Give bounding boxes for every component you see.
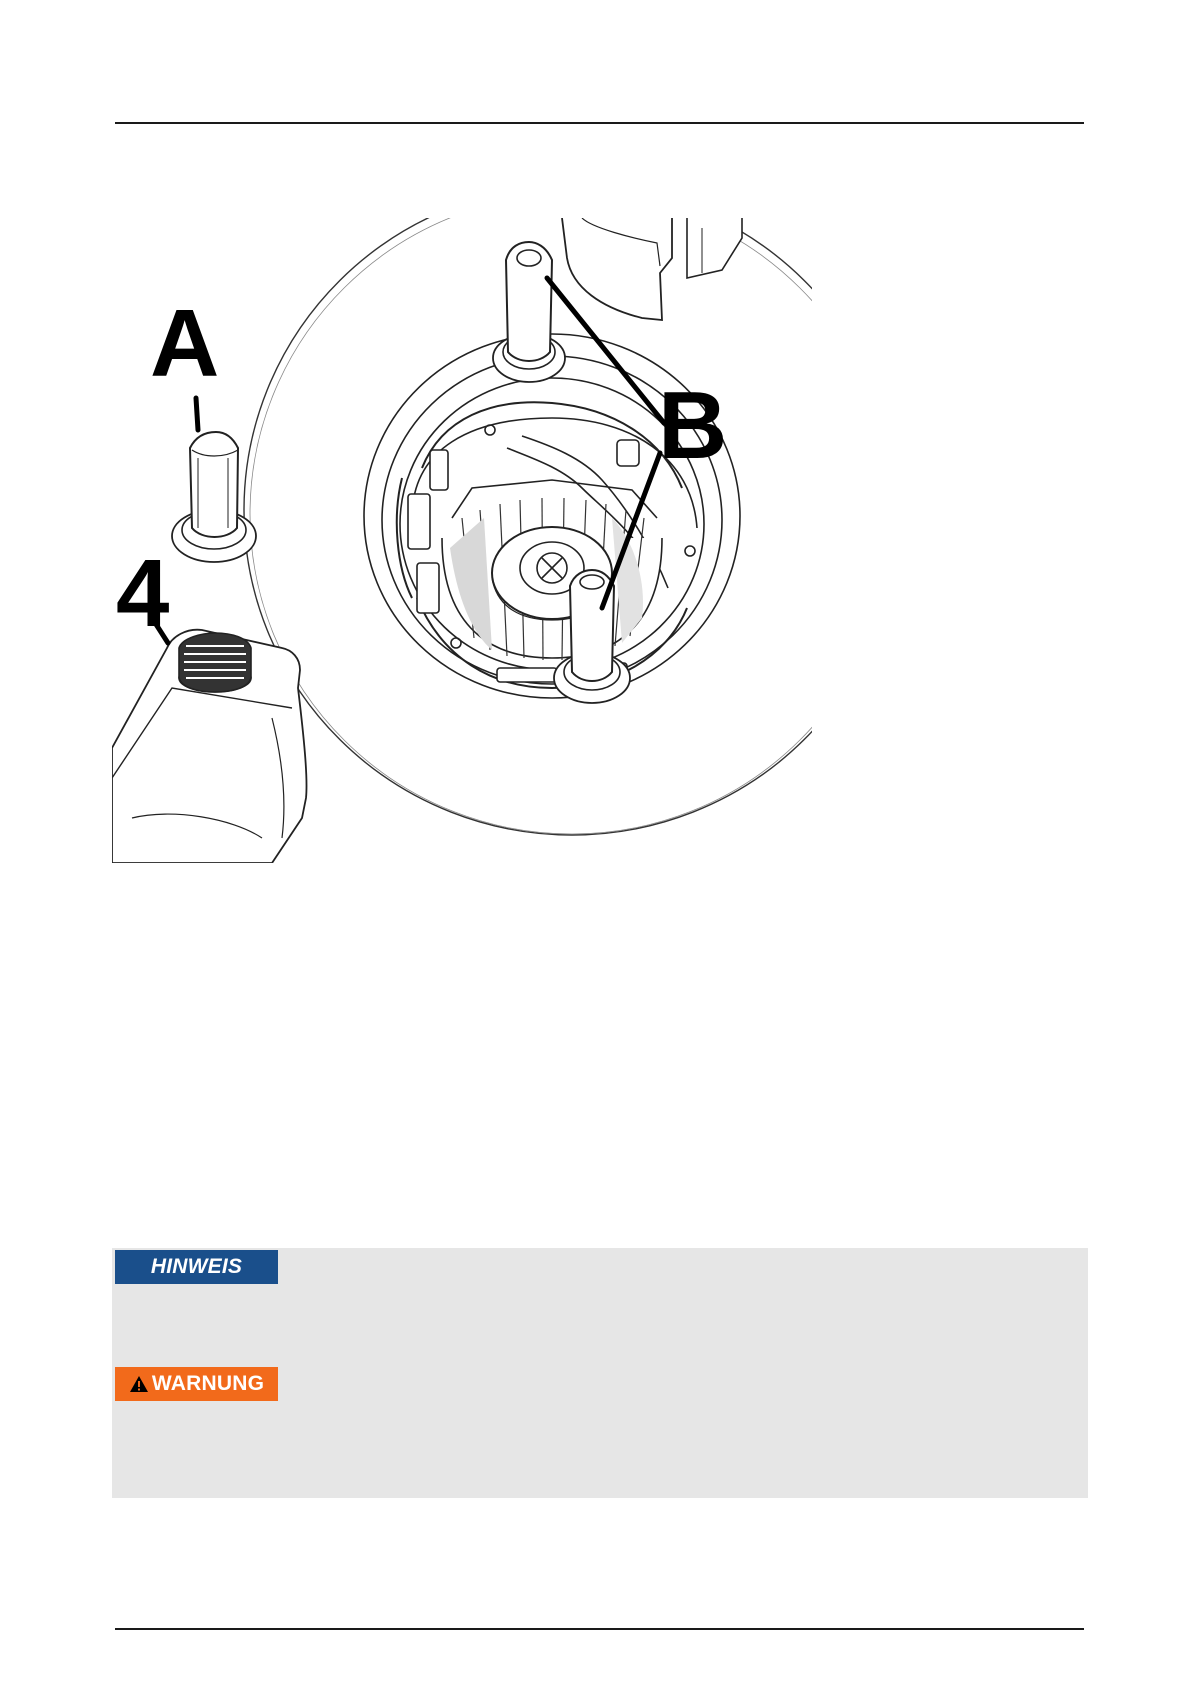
callout-a: A xyxy=(150,290,220,397)
header-rule xyxy=(115,122,1084,124)
hinweis-label: HINWEIS xyxy=(150,1255,243,1278)
pin-b-top xyxy=(506,242,552,361)
callout-4: 4 xyxy=(116,540,170,647)
warnung-badge xyxy=(115,1367,278,1401)
warnung-label: WARNUNG xyxy=(151,1372,265,1395)
footer-rule xyxy=(115,1628,1084,1630)
pin-a xyxy=(190,432,238,537)
notice-box xyxy=(112,1248,1088,1498)
callout-b: B xyxy=(658,372,728,479)
hinweis-badge xyxy=(115,1250,278,1284)
knob xyxy=(179,633,251,692)
technical-drawing xyxy=(112,218,812,863)
warning-triangle-icon xyxy=(129,1375,149,1393)
